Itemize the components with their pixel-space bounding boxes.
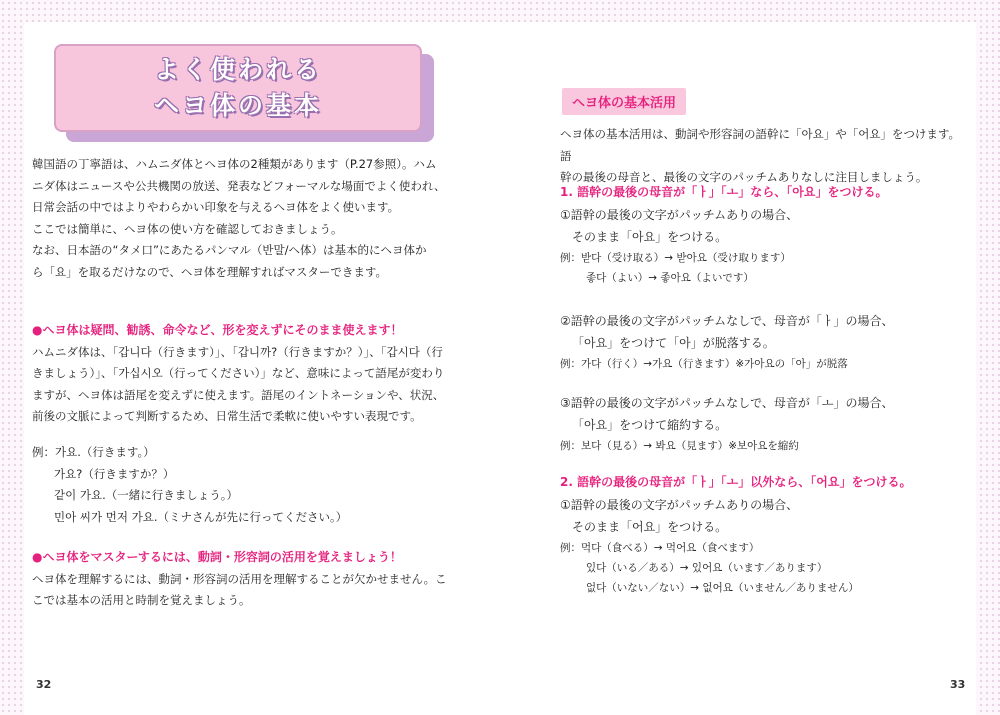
example-line: 例：가요.（行きます。） xyxy=(32,445,155,459)
rule-2-example: 例：먹다（食べる）→ 먹어요（食べます） xyxy=(560,541,760,554)
section-2-line: こでは基本の活用と時制を覚えましょう。 xyxy=(32,593,251,607)
page-title-line2: ヘヨ体の基本 xyxy=(153,91,322,120)
intro-line: 韓国語の丁寧語は、ハムニダ体とヘヨ体の2種類があります（P.27参照）。ハム xyxy=(32,157,437,171)
section-1-line: 前後の文脈によって判断するため、日常生活で柔軟に使いやすい表現です。 xyxy=(32,409,422,423)
rule-1-sub2-example: 例：가다（行く）→가요（行きます）※가아요の「아」が脱落 xyxy=(560,358,848,370)
rule-2 xyxy=(560,472,960,598)
rule-2-example: 없다（いない／ない）→ 없어요（いません／ありません） xyxy=(586,581,859,594)
title-box xyxy=(54,44,422,132)
intro-line: ら「요」を取るだけなので、ヘヨ体を理解すればマスターできます。 xyxy=(32,264,387,279)
intro-line: 日常会話の中ではよりやわらかい印象を与えるヘヨ体をよく使います。 xyxy=(32,200,400,214)
example-line: 같이 가요.（一緒に行きましょう。） xyxy=(54,488,238,502)
section-1-heading: ●ヘヨ体は疑問、勧誘、命令など、形を変えずにそのまま使えます！ xyxy=(32,323,403,337)
example-line: 가요?（行きますか？） xyxy=(54,466,175,481)
rule-1-example: 例：받다（受け取る）→ 받아요（受け取ります） xyxy=(560,251,791,264)
rule-2-sub1: そのまま「어요」をつける。 xyxy=(572,519,728,534)
intro-line: ヘヨ体の基本活用は、動詞や形容詞の語幹に「아요」や「어요」をつけます。語 xyxy=(560,127,961,163)
section-1-line: ますが、ヘヨ体は語尾を変えずに使えます。語尾のイントネーションや、状況、 xyxy=(32,387,445,402)
section-1 xyxy=(32,320,452,428)
section-2 xyxy=(32,547,452,612)
section-title: ヘヨ体の基本活用 xyxy=(562,88,686,115)
rule-1-sub3: ③語幹の最後の文字がパッチムなしで、母音が「ㅗ」の場合、 xyxy=(560,396,894,410)
page-number-right: 33 xyxy=(950,678,966,691)
rule-1-sub3: 「아요」をつけて縮約する。 xyxy=(572,418,728,432)
example-line: 민아 씨가 먼저 가요.（ミナさんが先に行ってください。） xyxy=(54,509,348,524)
rule-2-sub1: ①語幹の最後の文字がパッチムありの場合、 xyxy=(560,497,799,512)
rule-1-sub2: ②語幹の最後の文字がパッチムなしで、母音が「ㅏ」の場合、 xyxy=(560,314,894,328)
rule-1-sub3-example: 例：보다（見る）→ 봐요（見ます）※보아요を縮約 xyxy=(560,440,799,452)
left-page xyxy=(24,22,500,715)
right-page xyxy=(500,22,976,715)
rule-1-heading: 1. 語幹の最後の母音が「ㅏ」「ㅗ」なら、「아요」をつける。 xyxy=(560,185,888,199)
page-title-line1: よく使われる xyxy=(153,55,322,84)
section-2-heading: ●ヘヨ体をマスターするには、動詞・形容詞の活用を覚えましょう！ xyxy=(32,550,402,564)
intro-paragraph xyxy=(32,154,452,283)
intro-line: ニダ体はニュースや公共機関の放送、発表などフォーマルな場面でよく使われ、 xyxy=(32,178,446,193)
intro-line: 幹の最後の母音と、最後の文字のパッチムありなしに注目しましょう。 xyxy=(560,170,928,184)
left-body xyxy=(32,154,452,283)
rule-2-heading: 2. 語幹の最後の母音が「ㅏ」「ㅗ」以外なら、「어요」をつける。 xyxy=(560,475,912,489)
intro-line: ここでは簡単に、ヘヨ体の使い方を確認しておきましょう。 xyxy=(32,221,343,236)
rule-1-sub1: ①語幹の最後の文字がパッチムありの場合、 xyxy=(560,207,799,222)
section-1-line: ハムニダ体は、「갑니다（行きます）」、「갑니까?（行きますか？）」、「갑시다（行 xyxy=(32,344,443,359)
rule-1-sub3-block xyxy=(560,392,960,456)
right-intro xyxy=(560,124,960,189)
section-2-line: ヘヨ体を理解するには、動詞・形容詞の活用を理解することが欠かせません。こ xyxy=(32,571,447,586)
page-number-left: 32 xyxy=(36,678,52,691)
section-1-line: きましょう）」、「가십시오（行ってください）」など、意味によって語尾が変わり xyxy=(32,366,445,380)
example-list xyxy=(32,442,452,528)
rule-1-sub2: 「아요」をつけて「아」が脱落する。 xyxy=(572,336,775,350)
title-block xyxy=(54,44,434,142)
rule-1-sub2-block xyxy=(560,310,960,374)
rule-1 xyxy=(560,182,960,288)
rule-1-example: 좋다（よい）→ 좋아요（よいです） xyxy=(586,271,754,284)
intro-line: なお、日本語の“タメ口”にあたるパンマル（반말/ヘ体）は基本的にヘヨ体か xyxy=(32,243,427,257)
rule-1-sub1: そのまま「아요」をつける。 xyxy=(572,229,728,244)
rule-2-example: 있다（いる／ある）→ 있어요（います／あります） xyxy=(586,561,828,574)
